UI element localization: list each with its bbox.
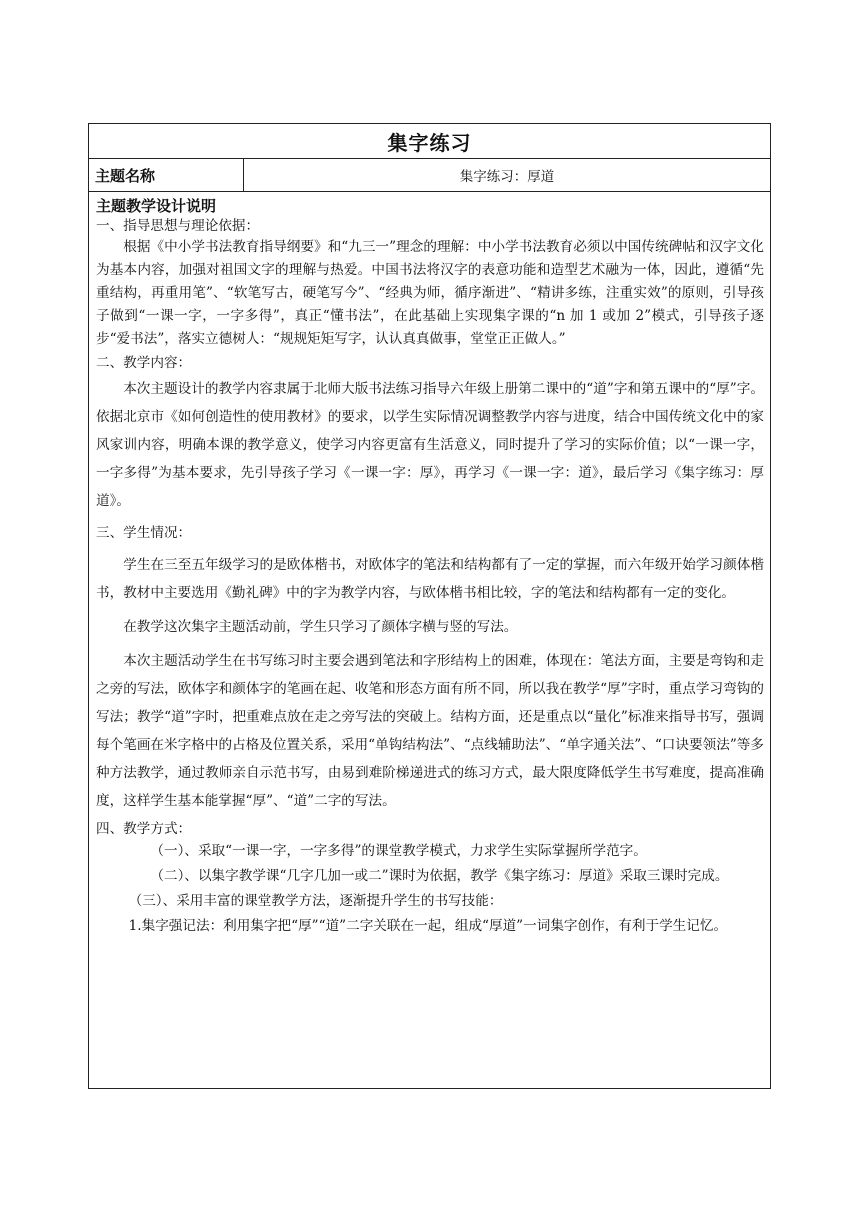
section-1-heading: 一、指导思想与理论依据： — [96, 218, 260, 234]
theme-label: 主题名称 — [89, 159, 244, 191]
teaching-mode-2: （二）、以集字教学课“几字几加一或二”课时为依据，教学《集字练习：厚道》采取三课时完成。 — [150, 868, 729, 884]
section-2-heading: 二、教学内容： — [96, 355, 192, 371]
section-3-paragraph-2: 在教学这次集字主题活动前，学生只学习了颜体字横与竖的写法。 — [123, 619, 518, 635]
teaching-method-1: 1.集字强记法：利用集字把“厚”“道”二字关联在一起，组成“厚道”一词集字创作，有利于学生记忆。 — [128, 918, 728, 934]
section-2-paragraph: 本次主题设计的教学内容隶属于北师大版书法练习指导六年级上册第二课中的“道”字和第五课中的“厚”字。依据北京市《如何创造性的使用教材》的要求，以学生实际情况调整教学内容与进度，结合中国传统文化中的家风家训内容，明确本课的教学意义，使学习内容更富有生活意义，同时提升了学习的实际价值；以“一课一字，一字多得”为基本要求，先引导孩子学习《一课一字：厚》，再学习《一课一字：道》，最后学习《集字练习：厚道》。 — [96, 381, 764, 509]
teaching-mode-3: （三）、采用丰富的课堂教学方法，逐渐提升学生的书写技能： — [128, 893, 503, 909]
design-title: 主题教学设计说明 — [96, 197, 217, 215]
theme-value: 集字练习：厚道 — [459, 169, 555, 185]
section-3-paragraph-1: 学生在三至五年级学习的是欧体楷书，对欧体字的笔法和结构都有了一定的掌握，而六年级开始学习颜体楷书，教材中主要选用《勤礼碑》中的字为教学内容，与欧体楷书相比较，字的笔法和结构都有一定的变化。 — [96, 557, 764, 601]
section-3-paragraph-3: 本次主题活动学生在书写练习时主要会遇到笔法和字形结构上的困难，体现在：笔法方面，主要是弯钩和走之旁的写法，欧体字和颜体字的笔画在起、收笔和形态方面有所不同，所以我在教学“厚”字时，重点学习弯钩的写法；教学“道”字时，把重难点放在走之旁写法的突破上。结构方面，还是重点以“量化”标准来指导书写，强调每个笔画在米字格中的占格及位置关系，采用“单钩结构法”、“点线辅助法”、“单字通关法”、“口诀要领法”等多种方法教学，通过教师亲自示范书写，由易到难阶梯递进式的练习方式，最大限度降低学生书写难度，提高准确度，这样学生基本能掌握“厚”、“道”二字的写法。 — [96, 653, 764, 809]
section-4-heading: 四、教学方式： — [96, 821, 192, 837]
lesson-table — [88, 123, 771, 1089]
design-section — [89, 192, 770, 939]
theme-row — [89, 159, 770, 192]
title-row — [89, 124, 770, 159]
teaching-mode-1: （一）、采取“一课一字，一字多得”的课堂教学模式，力求学生实际掌握所学范字。 — [150, 843, 647, 859]
section-1-paragraph: 根据《中小学书法教育指导纲要》和“九三一”理念的理解：中小学书法教育必须以中国传统碑帖和汉字文化为基本内容，加强对祖国文字的理解与热爱。中国书法将汉字的表意功能和造型艺术融为一体，因此，遵循“先重结构，再重用笔”、“软笔写古，硬笔写今”、“经典为师，循序渐进”、“精讲多练，注重实效”的原则，引导孩子做到“一课一字，一字多得”，真正“懂书法”，在此基础上实现集字课的“n 加 1 或加 2”模式，引导孩子逐步“爱书法”，落实立德树人：“规规矩矩写字，认认真真做事，堂堂正正做人。” — [96, 239, 764, 347]
page-title: 集字练习 — [387, 130, 472, 155]
section-3-heading: 三、学生情况： — [96, 525, 192, 541]
